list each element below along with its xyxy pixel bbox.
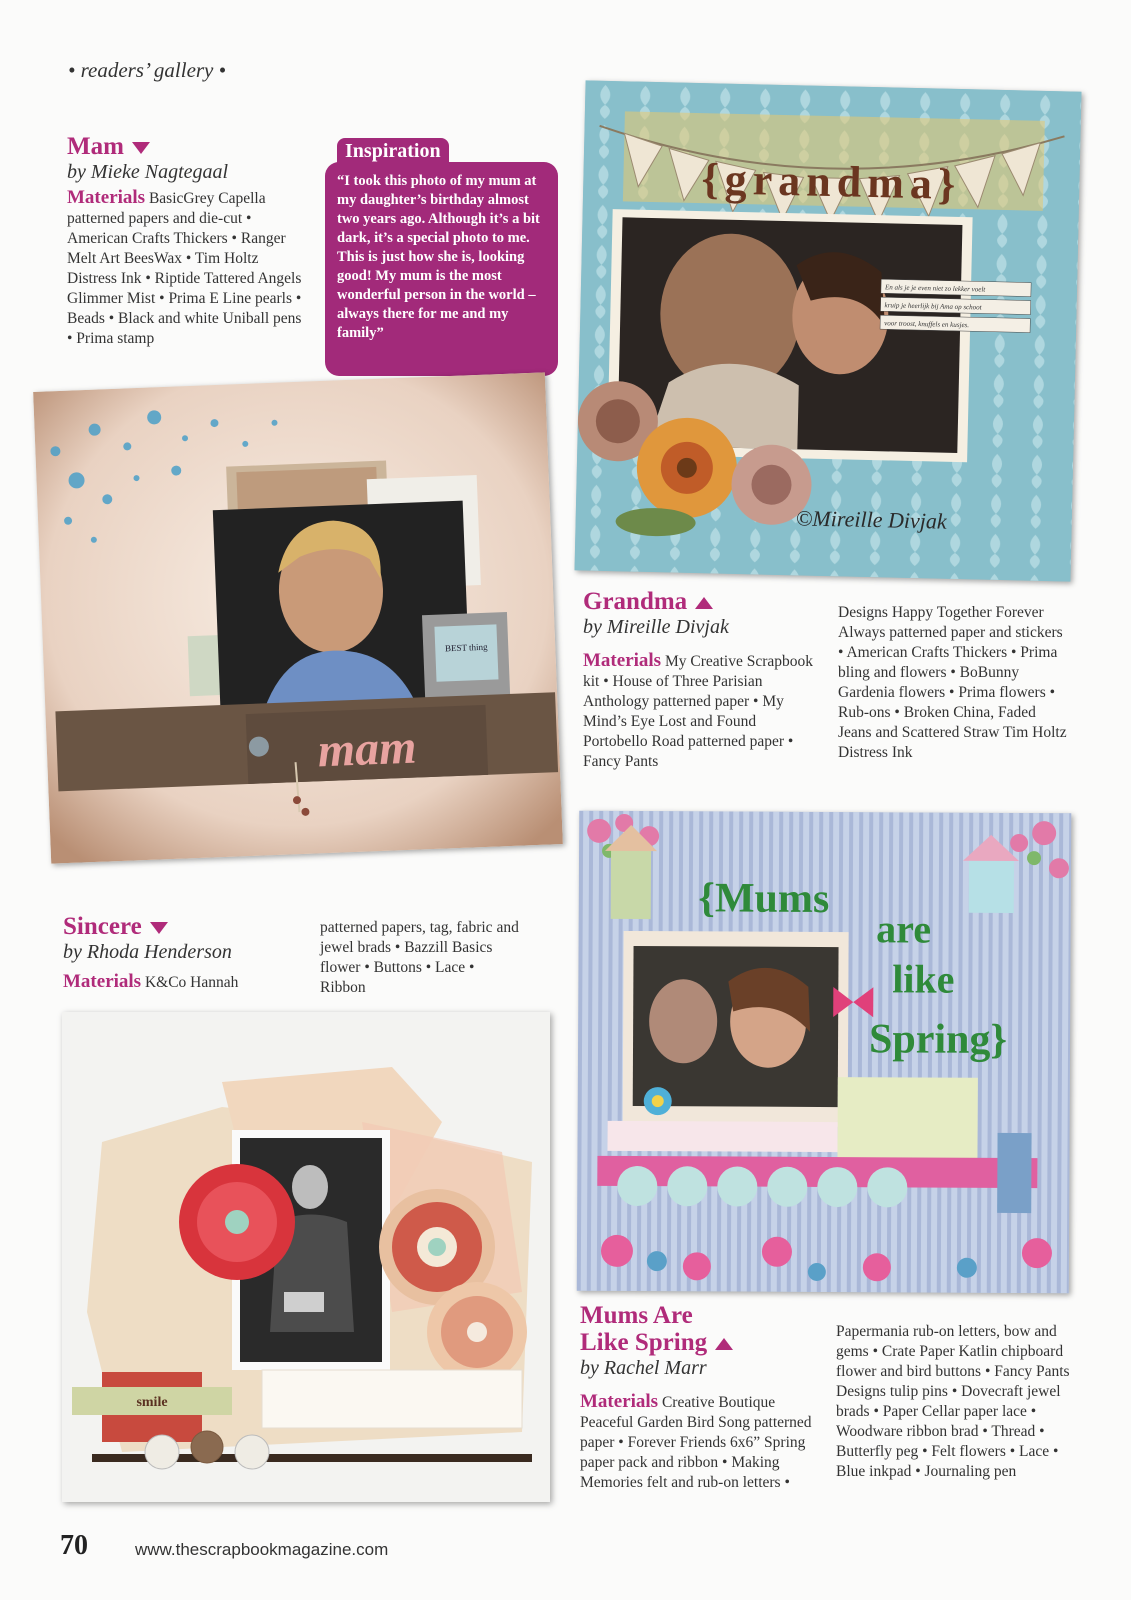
materials-label: Materials — [63, 971, 142, 992]
materials-label: Materials — [583, 650, 662, 671]
sincere-layout-photo — [62, 1012, 550, 1502]
sincere-byline: by Rhoda Henderson — [63, 941, 232, 963]
materials-text: BasicGrey Capella patterned papers and die-cut • American Crafts Thickers • Ranger Melt Art BeesWax • Tim Holtz Distress Ink • Riptide Tattered Angels Glimmer Mist • Prima E Line pearls • Beads • Black and white Uniball pens • Prima stamp — [67, 190, 302, 347]
grandma-banner-word: {grandma} — [700, 154, 962, 209]
spring-byline: by Rachel Marr — [580, 1357, 707, 1379]
materials-text: K&Co Hannah — [144, 974, 239, 991]
mam-byline: by Mieke Nagtegaal — [67, 161, 229, 183]
spring-photo-word: are — [876, 906, 932, 952]
mam-caption — [67, 133, 307, 349]
grandma-signature: ©Mireille Divjak — [795, 505, 947, 534]
materials-text: Creative Boutique Peaceful Garden Bird Song patterned paper • Forever Friends 6x6” Spring paper pack and ribbon • Making Memories felt and rub-on letters • — [580, 1394, 812, 1491]
journal-line: En als je je even niet zo lekker voelt — [884, 283, 986, 294]
triangle-up-icon — [695, 597, 713, 609]
page-number: 70 — [60, 1530, 88, 1561]
sincere-caption — [63, 913, 303, 993]
journal-line: kruip je heerlijk bij Ama op schoot — [884, 301, 982, 312]
sincere-title: Sincere — [63, 913, 303, 940]
mam-tag-text: BEST thing — [444, 641, 488, 654]
spring-photo-word: Spring} — [868, 1016, 1008, 1063]
inspiration-box — [325, 162, 558, 376]
section-label: • readers’ gallery • — [68, 58, 226, 82]
materials-text: My Creative Scrapbook kit • House of Three Parisian Anthology patterned paper • My Mind’s Eye Lost and Found Portobello Road patterned paper • Fancy Pants — [583, 653, 814, 770]
mam-layout-photo — [33, 372, 563, 863]
spring-title-line1: Mums Are — [580, 1302, 693, 1329]
materials-label: Materials — [67, 187, 146, 208]
inspiration-heading: Inspiration — [337, 138, 449, 165]
triangle-down-icon — [132, 142, 150, 154]
triangle-up-icon — [715, 1338, 733, 1350]
sincere-tag-word: smile — [136, 1395, 168, 1410]
grandma-journaling — [880, 279, 1031, 332]
mam-title: Mam — [67, 133, 307, 160]
spring-photo-word: like — [892, 956, 955, 1002]
sincere-materials-col2: patterned papers, tag, fabric and jewel brads • Bazzill Basics flower • Buttons • Lace • Ribbon — [320, 919, 519, 996]
inspiration-quote: “I took this photo of my mum at my daughter’s birthday almost two years ago. Although it’s a bit dark, it’s a special photo to me. This is just how she is, looking good! My mum is the most wonderful person in the world – always there for me and my family” — [337, 173, 540, 341]
spring-materials-col2: Papermania rub-on letters, bow and gems • Crate Paper Katlin chipboard flower and bird buttons • Fancy Pants Designs tulip pins • Dovecraft jewel brads • Paper Cellar paper lace • Woodware ribbon brad • Thread • Butterfly peg • Felt flowers • Lace • Blue inkpad • Journaling pen — [836, 1323, 1070, 1480]
spring-materials — [580, 1392, 820, 1493]
spring-title-line2: Like Spring — [580, 1329, 820, 1356]
grandma-title: Grandma — [583, 588, 818, 615]
spring-layout-photo — [577, 811, 1072, 1294]
sincere-materials — [63, 972, 303, 993]
mam-materials — [67, 188, 307, 349]
materials-label: Materials — [580, 1391, 659, 1412]
footer-url[interactable]: www.thescrapbookmagazine.com — [135, 1540, 389, 1559]
triangle-down-icon — [150, 922, 168, 934]
grandma-materials — [583, 651, 818, 772]
spring-caption — [580, 1302, 820, 1493]
mam-photo-word: mam — [316, 720, 418, 778]
grandma-layout-photo — [575, 80, 1082, 581]
grandma-byline: by Mireille Divjak — [583, 616, 729, 638]
journal-line: voor troost, knuffels en kusjes. — [884, 319, 970, 330]
grandma-materials-col2: Designs Happy Together Forever Always patterned paper and stickers • American Crafts Thickers • Prima bling and flowers • BoBunny Gardenia flowers • Prima flowers • Rub-ons • Broken China, Faded Jeans and Scattered Straw Tim Holtz Distress Ink — [838, 604, 1067, 761]
grandma-caption — [583, 588, 818, 772]
spring-photo-word: {Mums — [698, 875, 830, 923]
